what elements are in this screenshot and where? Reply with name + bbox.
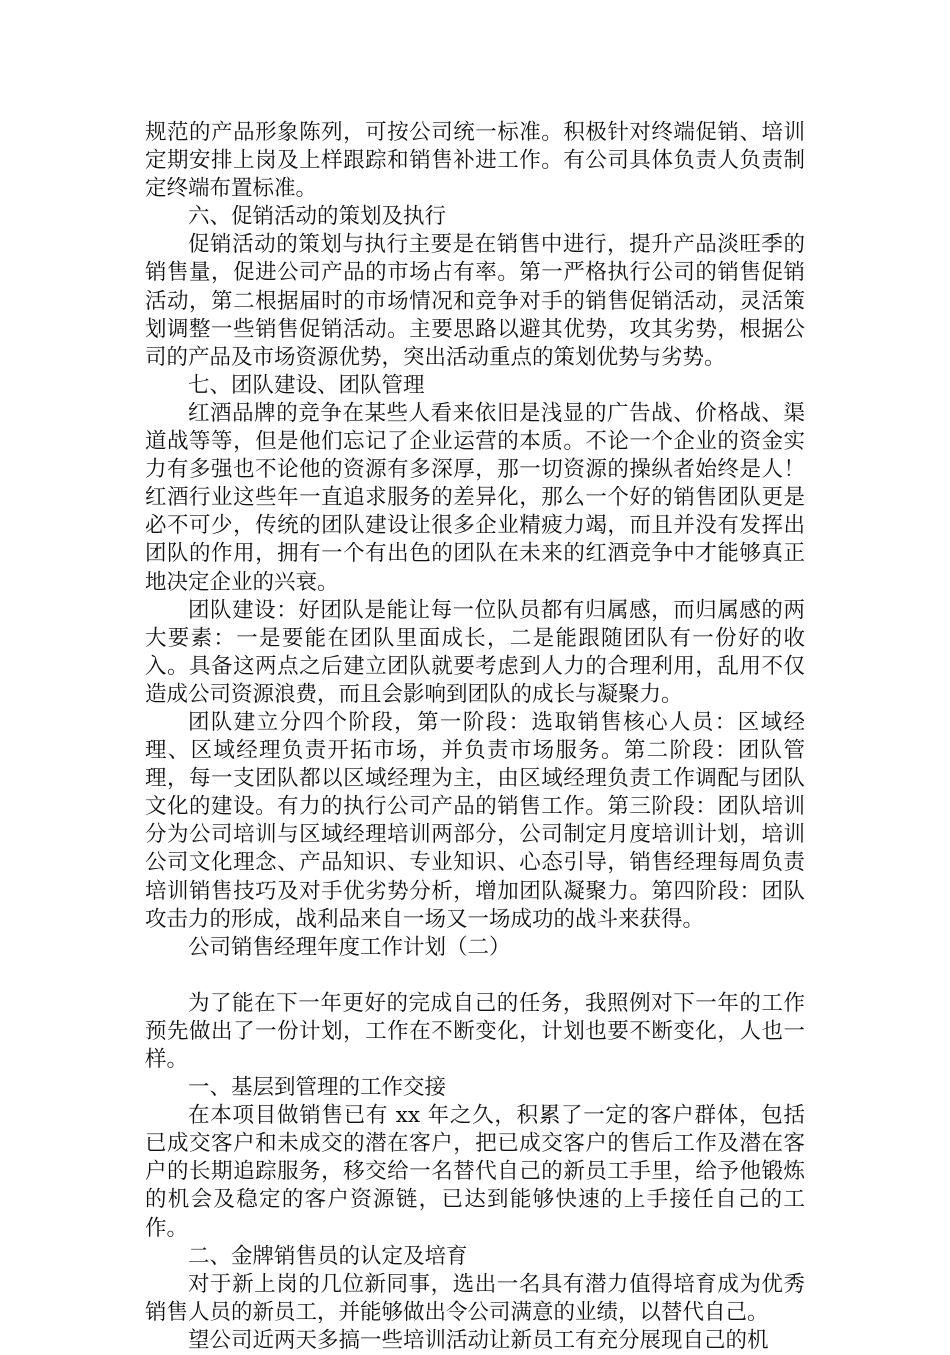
blank-line [145, 962, 805, 990]
section-heading-one: 一、基层到管理的工作交接 [188, 1075, 447, 1101]
section-heading-six: 六、促销活动的策划及执行 [188, 204, 447, 230]
section-heading-seven: 七、团队建设、团队管理 [188, 372, 425, 398]
document-body [145, 119, 805, 1355]
section-heading-two: 二、金牌销售员的认定及培育 [188, 1243, 468, 1269]
paragraph-team-building: 团队建设：好团队是能让每一位队员都有归属感，而归属感的两大要素：一是要能在团队里面成长，二是能跟随团队有一份好的收入。具备这两点之后建立团队就要考虑到人力的合理利用，乱用不仅造成公司资源浪费，而且会影响到团队的成长与凝聚力。 [145, 597, 805, 707]
document-subtitle: 公司销售经理年度工作计划（二） [188, 934, 511, 960]
paragraph-competition: 红酒品牌的竞争在某些人看来依旧是浅显的广告战、价格战、渠道战等等，但是他们忘记了企业运营的本质。不论一个企业的资金实力有多强也不论他的资源有多深厚，那一切资源的操纵者始终是人！红酒行业这些年一直追求服务的差异化，那么一个好的销售团队更是必不可少，传统的团队建设让很多企业精疲力竭，而且并没有发挥出团队的作用，拥有一个有出色的团队在未来的红酒竞争中才能够真正地决定企业的兴衰。 [145, 400, 805, 595]
paragraph-team-stages: 团队建立分四个阶段，第一阶段：选取销售核心人员：区域经理、区域经理负责开拓市场，并负责市场服务。第二阶段：团队管理，每一支团队都以区域经理为主，由区域经理负责工作调配与团队文化的建设。有力的执行公司产品的销售工作。第三阶段：团队培训分为公司培训与区域经理培训两部分，公司制定月度培训计划，培训公司文化理念、产品知识、专业知识、心态引导，销售经理每周负责培训销售技巧及对手优劣势分析，增加团队凝聚力。第四阶段：团队攻击力的形成，战利品来自一场又一场成功的战斗来获得。 [145, 709, 805, 932]
paragraph-promotion: 促销活动的策划与执行主要是在销售中进行，提升产品淡旺季的销售量，促进公司产品的市场占有率。第一严格执行公司的销售促销活动，第二根据届时的市场情况和竞争对手的销售促销活动，灵活策划调整一些销售促销活动。主要思路以避其优势，攻其劣势，根据公司的产品及市场资源优势，突出活动重点的策划优势与劣势。 [145, 232, 805, 370]
paragraph-training: 望公司近两天多搞一些培训活动让新员工有充分展现自己的机 [188, 1327, 769, 1353]
paragraph-intro: 为了能在下一年更好的完成自己的任务，我照例对下一年的工作预先做出了一份计划，工作在不断变化，计划也要不断变化，人也一样。 [145, 990, 805, 1072]
paragraph-new-staff: 对于新上岗的几位新同事，选出一名具有潜力值得培育成为优秀销售人员的新员工，并能够做出令公司满意的业绩，以替代自己。 [145, 1271, 805, 1325]
paragraph-handover: 在本项目做销售已有 xx 年之久，积累了一定的客户群体，包括已成交客户和未成交的潜在客户，把已成交客户的售后工作及潜在客户的长期追踪服务，移交给一名替代自己的新员工手里，给予他锻炼的机会及稳定的客户资源链，已达到能够快速的上手接任自己的工作。 [145, 1103, 805, 1241]
paragraph-continuation: 规范的产品形象陈列，可按公司统一标准。积极针对终端促销、培训定期安排上岗及上样跟踪和销售补进工作。有公司具体负责人负责制定终端布置标准。 [145, 120, 805, 202]
